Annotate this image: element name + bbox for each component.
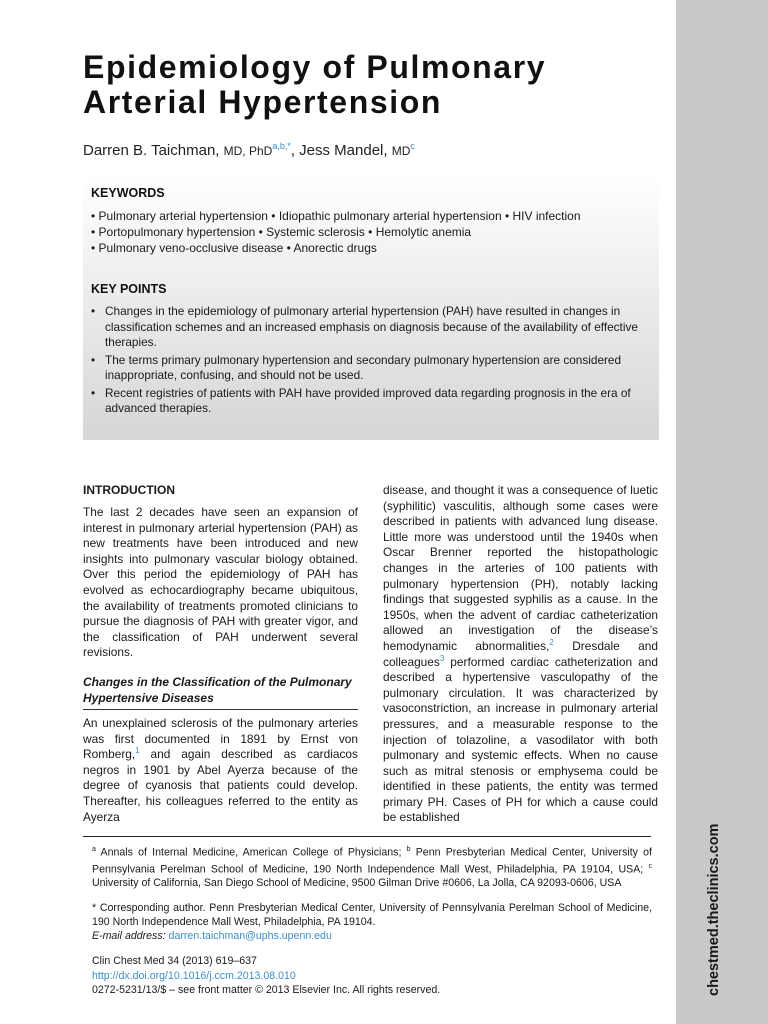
- introduction-heading: INTRODUCTION: [83, 483, 175, 497]
- affil-c-text: University of California, San Diego School of Medicine, 9500 Gilman Drive #0606, La Jolla, CA 92093-0606, USA: [92, 877, 622, 890]
- copyright-line: 0272-5231/13/$ – see front matter © 2013 Elsevier Inc. All rights reserved.: [92, 984, 441, 996]
- keywords-keypoints-box: [83, 176, 659, 440]
- corresponding-footnote: [92, 901, 652, 943]
- left-column-intro: [83, 505, 358, 671]
- affil-c-mark: c: [648, 862, 652, 870]
- history-paragraph: [83, 716, 358, 825]
- author-2-affiliations[interactable]: c: [410, 141, 415, 151]
- affil-b-text: Penn Presbyterian Medical Center, University of Pennsylvania Perelman School of Medicine, 190 North Independence Mall West, Philadelphia, PA 19104, USA;: [92, 846, 653, 876]
- key-points-list: [91, 304, 647, 419]
- right-column-paragraph: [383, 483, 658, 826]
- keywords-line: • Portopulmonary hypertension • Systemic sclerosis • Hemolytic anemia: [91, 225, 472, 239]
- history-text: and again described as cardiacos negros in 1901 by Abel Ayerza because of the degree of cyanosis that patients could develop. Thereafter, his colleagues referred to the entity as Ayerza: [83, 747, 358, 824]
- keywords-line: • Pulmonary arterial hypertension • Idiopathic pulmonary arterial hypertension • HIV infection: [91, 209, 581, 223]
- author-1-degrees: MD, PhD: [223, 144, 273, 158]
- author-2-name: , Jess Mandel,: [290, 142, 392, 159]
- email-label: E-mail address:: [92, 930, 166, 942]
- citation-block: [92, 954, 440, 998]
- author-line: [83, 141, 415, 159]
- affil-a-mark: a: [92, 846, 96, 853]
- author-1-name: Darren B. Taichman,: [83, 142, 224, 159]
- intro-paragraph: The last 2 decades have seen an expansion of interest in pulmonary arterial hypertension (PAH) as new treatments have been introduced and new insights into pulmonary vascular biology obtained. Over this period the epidemiology of PAH has evolved as echocardiography became ubiquitous, the availability of treatments promoted clinicians to pursue the diagnosis of PAH with greater vigor, and the classification of PAH underwent several revisions.: [83, 505, 358, 660]
- author-2-degrees: MD: [391, 144, 411, 158]
- author-1-affiliations[interactable]: a,b,*: [272, 141, 291, 151]
- reference-link-2[interactable]: 2: [549, 637, 554, 647]
- article-title: Epidemiology of Pulmonary Arterial Hypertension: [83, 49, 547, 120]
- reference-link-3[interactable]: 3: [439, 653, 445, 663]
- key-point-item: • Changes in the epidemiology of pulmonary arterial hypertension (PAH) have resulted in changes in classification schemes and an increased emphasis on diagnosis because of the availability of effective therapies.: [91, 304, 647, 351]
- footnote-rule: [83, 836, 651, 837]
- keywords-heading: KEYWORDS: [91, 186, 165, 200]
- key-points-heading: KEY POINTS: [91, 282, 167, 296]
- right-text: Dresdale and colleagues: [383, 638, 658, 669]
- right-text: performed cardiac catheterization and described a hypertensive vasculopathy of the pulmonary circulation. It was characterized by vasoconstriction, an increase in pulmonary arterial pressures, and a measurable response to the injection of tolazoline, a vasodilator with both pulmonary and systemic effects. When no cause such as mitral stenosis or emphysema could be identified in these patients, the entity was termed primary PH. Cases of PH for which a cause could be established: [383, 654, 658, 825]
- affil-b-mark: b: [406, 846, 411, 853]
- journal-citation: Clin Chest Med 34 (2013) 619–637: [92, 955, 257, 967]
- reference-link-1[interactable]: 1: [135, 746, 140, 756]
- right-text: disease, and thought it was a consequence of luetic (syphilitic) vasculitis, although some cases were described in patients with advanced lung disease. Little more was understood until the 1940s when Oscar Brenner reported the histopathologic changes in the arteries of 100 patients with pulmonary hypertension (PH), notably lacking findings that suggested syphilis as a cause. In the 1950s, when the advent of cardiac catheterization allowed an investigation of the disease’s hemodynamic abnormalities,: [383, 483, 658, 653]
- right-column: [383, 483, 658, 836]
- keywords-line: • Pulmonary veno-occlusive disease • Anorectic drugs: [91, 241, 377, 255]
- key-point-item: • Recent registries of patients with PAH have provided improved data regarding prognosis in the era of advanced therapies.: [91, 386, 647, 417]
- key-point-item: • The terms primary pulmonary hypertension and secondary pulmonary hypertension are considered inappropriate, confusing, and should not be used.: [91, 353, 647, 384]
- left-column-history: [83, 716, 358, 835]
- subheading-rule: [83, 709, 358, 710]
- history-text: An unexplained sclerosis of the pulmonary arteries was first documented in 1891 by Ernst von Romberg,: [83, 716, 358, 762]
- doi-link[interactable]: http://dx.doi.org/10.1016/j.ccm.2013.08.010: [92, 969, 296, 982]
- corresponding-author: * Corresponding author. Penn Presbyterian Medical Center, University of Pennsylvania Perelman School of Medicine, 190 North Independence Mall West, Philadelphia, PA 19104.: [92, 902, 652, 928]
- affil-a-text: Annals of Internal Medicine, American College of Physicians;: [95, 846, 407, 859]
- email-link[interactable]: darren.taichman@uphs.upenn.edu: [168, 930, 332, 942]
- journal-url[interactable]: chestmed.theclinics.com: [706, 823, 722, 996]
- classification-subheading: Changes in the Classification of the Pulmonary Hypertensive Diseases: [83, 675, 352, 705]
- journal-sidebar: [676, 0, 768, 1024]
- affiliations-footnote: [92, 843, 652, 890]
